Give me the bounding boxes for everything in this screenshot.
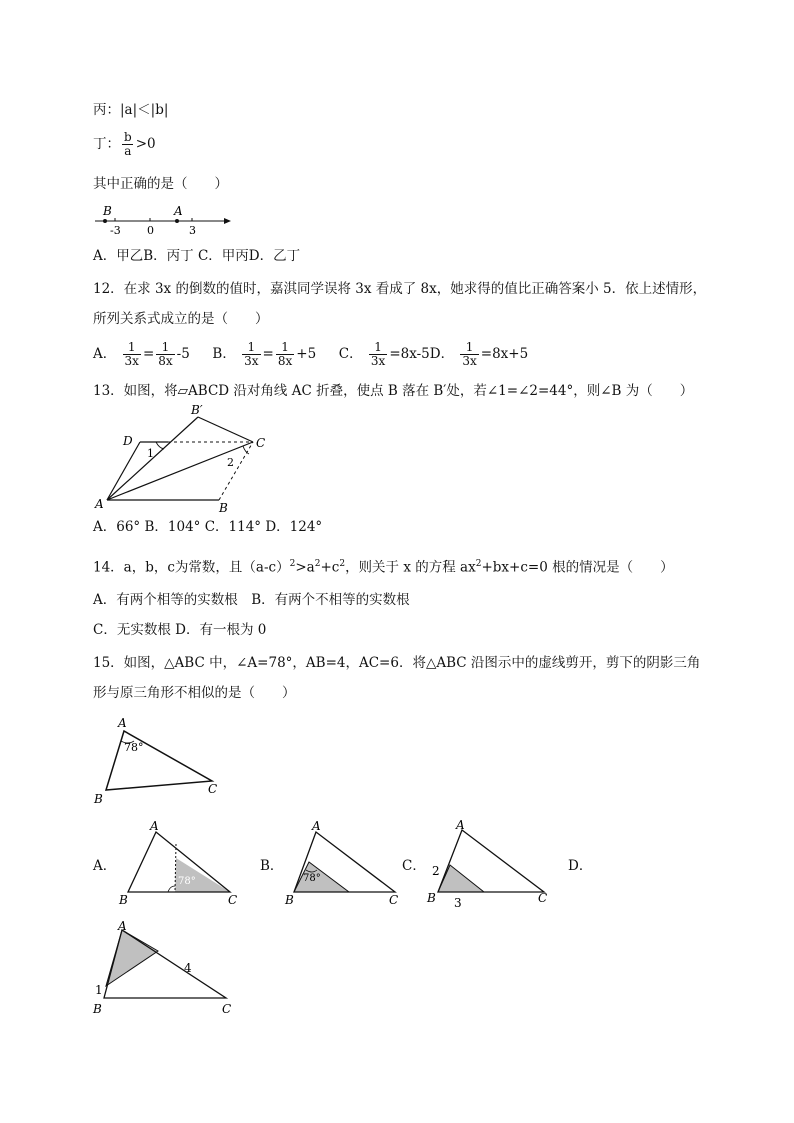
label-C: C <box>208 782 218 796</box>
angle-2-arc <box>243 446 249 454</box>
label-A: A <box>118 919 127 933</box>
q15-option-D-figure <box>88 918 248 1018</box>
equals-sign: = <box>142 346 155 362</box>
denominator: 3x <box>370 354 386 368</box>
ding-prefix: 丁： <box>93 136 120 152</box>
fraction <box>369 341 387 368</box>
label-A: A <box>95 497 104 511</box>
label-B: B <box>93 1002 102 1016</box>
q14-part: +bx+c=0 根的情况是（ ） <box>481 559 674 576</box>
fraction <box>276 341 294 368</box>
q13-options: A．66° B．104° C．114° D．124° <box>93 519 323 535</box>
q14-options-1: A．有两个相等的实数根 B．有两个不相等的实数根 <box>93 592 410 608</box>
label-D: D <box>123 434 133 448</box>
fraction-denominator: a <box>124 144 132 158</box>
label-C: C <box>228 893 238 907</box>
denominator: 8x <box>158 354 173 368</box>
label-B: B <box>119 893 128 907</box>
exponent: 2 <box>339 559 346 569</box>
numerator: 1 <box>374 340 382 354</box>
fraction <box>123 341 141 368</box>
segment-BC-dashed <box>219 442 253 500</box>
fraction-b-over-a <box>122 131 134 158</box>
arrow-head-icon <box>224 218 231 224</box>
q12-option-C-tail: =8x-5D． <box>389 346 455 362</box>
q15-option-A-figure <box>118 818 243 910</box>
label-C: C <box>389 893 399 907</box>
numerator: 1 <box>465 340 474 354</box>
q14-options-2: C．无实数根 D．有一根为 0 <box>93 622 267 638</box>
shaded-triangle <box>106 930 158 986</box>
label-A: A <box>174 204 183 218</box>
label-B: B <box>219 501 228 514</box>
exponent: 2 <box>314 559 321 569</box>
q13-stem: 13．如图，将▱ABCD 沿对角线 AC 折叠，使点 B 落在 B′处，若∠1=∠2=44°，则∠B 为（ ） <box>93 383 694 399</box>
label-B: B <box>103 204 112 218</box>
numerator: 1 <box>247 340 256 354</box>
segment-AD <box>107 442 140 500</box>
q15-option-C-figure <box>424 818 554 910</box>
q15-option-B-figure <box>283 818 408 910</box>
numerator: 1 <box>127 340 136 354</box>
q14-part: 14．a，b，c为常数，且（a-c） <box>93 559 290 576</box>
label-C: C <box>256 436 266 450</box>
equals-sign: = <box>262 346 274 362</box>
length-2: 2 <box>432 864 440 878</box>
diagonal-AC <box>107 442 253 500</box>
q15-stem-1: 15．如图，△ABC 中，∠A=78°，AB=4，AC=6．将△ABC 沿图示中的虚线剪开，剪下的阴影三角 <box>93 655 701 671</box>
shaded-triangle <box>438 865 484 892</box>
point-B <box>103 219 107 223</box>
q12-stem-2: 所列关系式成立的是（ ） <box>93 311 269 327</box>
triangle-abc <box>106 731 212 790</box>
q14-part: >a <box>295 559 315 576</box>
label-C: C <box>538 891 548 905</box>
denominator: 3x <box>124 354 139 368</box>
q12-option-A-label: A． <box>93 346 117 362</box>
numerator: 1 <box>161 340 170 354</box>
label-A: A <box>150 819 159 833</box>
statement-ding <box>93 131 156 158</box>
q15-stem-2: 形与原三角形不相似的是（ ） <box>93 685 296 701</box>
fraction-numerator: b <box>124 130 132 144</box>
q15-option-A-label: A． <box>93 858 117 874</box>
label-B: B <box>285 893 294 907</box>
q12-option-A-tail: -5 <box>176 346 190 362</box>
label-A: A <box>456 818 465 832</box>
angle-1-label: 1 <box>147 447 154 460</box>
angle-label: 78° <box>178 876 196 887</box>
label-A: A <box>118 716 127 730</box>
q12-stem-1: 12．在求 3x 的倒数的值时，嘉淇同学误将 3x 看成了 8x，她求得的值比正确答案小 5．依上述情形， <box>93 281 707 297</box>
label-0: 0 <box>147 224 154 237</box>
q12-option-B-tail: +5 <box>296 346 317 362</box>
q14-part: ，则关于 x 的方程 ax <box>345 559 476 576</box>
label-A: A <box>312 819 321 833</box>
angle-label: 78° <box>124 741 144 754</box>
angle-arc <box>168 886 175 892</box>
angle-1-arc <box>156 442 164 449</box>
q11-stem: 其中正确的是（ ） <box>93 176 228 192</box>
q14-stem <box>93 555 674 577</box>
denominator: 3x <box>462 354 477 368</box>
q12-option-C-label: C． <box>338 346 363 362</box>
denominator: 3x <box>244 354 259 368</box>
point-A <box>175 219 179 223</box>
figure-13-parallelogram-fold <box>93 402 273 514</box>
numerator: 1 <box>281 340 289 354</box>
label-B: B <box>427 891 436 905</box>
exponent: 2 <box>475 559 482 569</box>
label-neg3: -3 <box>110 224 121 237</box>
label-3: 3 <box>189 224 196 237</box>
segment-B-prime-C <box>198 417 253 442</box>
q12-options <box>93 341 528 368</box>
q14-part: +c <box>320 559 340 576</box>
fraction <box>460 341 478 368</box>
fraction <box>242 341 260 368</box>
q12-option-D-tail: =8x+5 <box>480 346 529 362</box>
q11-options: A．甲乙B．丙丁 C．甲丙D．乙丁 <box>93 248 301 264</box>
label-B-prime: B′ <box>191 403 203 417</box>
figure-15-triangle-abc <box>88 715 223 807</box>
q15-option-C-label: C． <box>402 858 426 874</box>
length-1: 1 <box>95 983 103 997</box>
q15-option-D-label: D． <box>568 858 593 874</box>
angle-label: 78° <box>303 873 321 884</box>
number-line <box>93 201 238 237</box>
label-B: B <box>94 792 103 806</box>
q12-option-B-label: B． <box>212 346 236 362</box>
exponent: 2 <box>289 559 296 569</box>
angle-2-label: 2 <box>227 456 234 469</box>
ding-suffix: >0 <box>135 136 156 152</box>
fraction <box>156 341 174 368</box>
length-4: 4 <box>184 961 192 975</box>
length-3: 3 <box>454 896 462 910</box>
statement-bing: 丙：|a|＜|b| <box>93 102 169 118</box>
label-C: C <box>222 1002 232 1016</box>
denominator: 8x <box>277 354 293 368</box>
q15-option-B-label: B． <box>260 858 284 874</box>
